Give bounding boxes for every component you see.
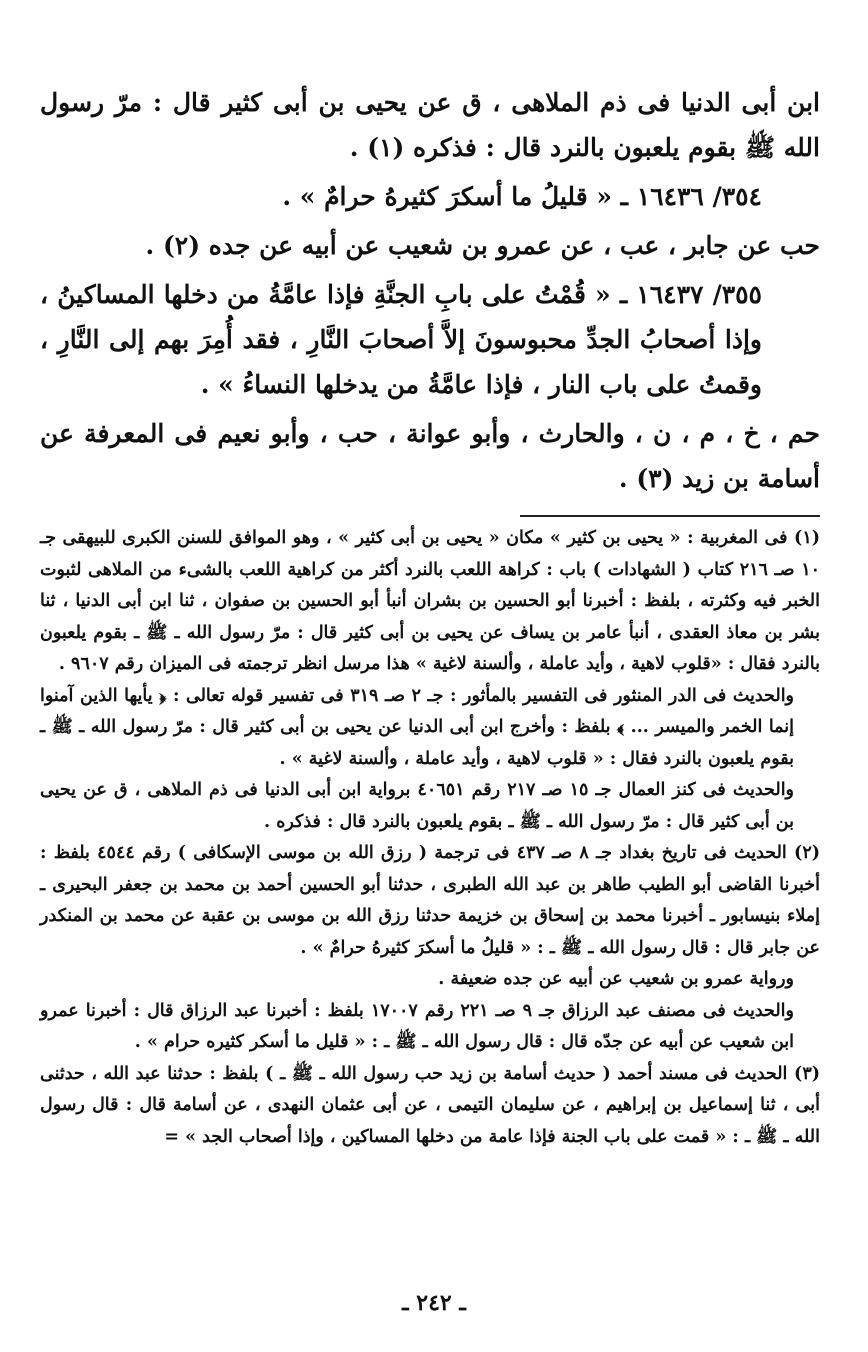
hadith-354: ٣٥٤/ ١٦٤٣٦ ـ « قليلُ ما أسكرَ كثيرهُ حرامٌ » . — [282, 182, 762, 211]
main-paragraph: ابن أبى الدنيا فى ذم الملاهى ، ق عن يحيى بن أبى كثير قال : مرّ رسول الله ﷺ بقوم يلعبون بالنرد قال : فذكره (١) . — [40, 88, 820, 162]
footnote-1-continued: والحديث فى الدر المنثور فى التفسير بالمأثور : جـ ٢ صـ ٣١٩ فى تفسير قوله تعالى : ﴿ يأيها الذين آمنوا إنما الخمر والميسر ... ﴾ بلفظ : وأخرج ابن أبى الدنيا عن يحيى بن أبى كثير قال : مرّ رسول الله ـ ﷺ ـ بقوم يلعبون بالنرد فقال : « قلوب لاهية ، وأيد عاملة ، وألسنة لاغية » . — [40, 685, 795, 769]
hadith-355-source: حم ، خ ، م ، ن ، والحارث ، وأبو عوانة ، حب ، وأبو نعيم فى المعرفة عن أسامة بن زيد (٣) . — [40, 419, 820, 493]
main-text — [40, 80, 820, 501]
footnotes — [40, 523, 820, 1153]
footnote-2-continued: ورواية عمرو بن شعيب عن أبيه عن جده ضعيفة . — [438, 969, 794, 989]
page-number: ـ ٢٤٢ ـ — [402, 1290, 466, 1316]
footnote-3: (٣) الحديث فى مسند أحمد ( حديث أسامة بن زيد حب رسول الله ـ ﷺ ـ ) بلفظ : حدثنا عبد الله ، حدثنى أبى ، ثنا إسماعيل بن إبراهيم ، عن سليمان التيمى ، عن أبى عثمان النهدى ، عن أسامة قال : قال رسول الله ـ ﷺ ـ : « قمت على باب الجنة فإذا عامة من دخلها المساكين ، وإذا أصحاب الجد » = — [40, 1063, 820, 1147]
hadith-354-source: حب عن جابر ، عب ، عن عمرو بن شعيب عن أبيه عن جده (٢) . — [145, 231, 820, 260]
footnote-separator — [520, 515, 820, 517]
hadith-355: ٣٥٥/ ١٦٤٣٧ ـ « قُمْتُ على بابِ الجنَّةِ فإذا عامَّةُ من دخلها المساكينُ ، وإذا أصحابُ الجدِّ محبوسونَ إلاَّ أصحابَ النَّارِ ، فقد أُمِرَ بهم إلى النَّارِ ، وقمتُ على باب النار ، فإذا عامَّةُ من يدخلها النساءُ » . — [40, 280, 762, 399]
footnote-2-continued: والحديث فى مصنف عبد الرزاق جـ ٩ صـ ٢٢١ رقم ١٧٠٠٧ بلفظ : أخبرنا عبد الرزاق قال : أخبرنا عمرو ابن شعيب عن أبيه عن جدّه قال : قال رسول الله ـ ﷺ ـ : « قليل ما أسكر كثيره حرام » . — [40, 1000, 794, 1052]
footnote-2: (٢) الحديث فى تاريخ بغداد جـ ٨ صـ ٤٣٧ فى ترجمة ( رزق الله بن موسى الإسكافى ) رقم ٤٥٤٤ بلفظ : أخبرنا القاضى أبو الطيب طاهر بن عبد الله الطبرى ، حدثنا أبو الحسين أحمد بن محمد بن جعفر البحيرى ـ إملاء بنيسابور ـ أخبرنا محمد بن إسحاق بن خزيمة حدثنا رزق الله بن موسى بن عقبة عن محمد بن المنكدر عن جابر قال : قال رسول الله ـ ﷺ ـ : « قليلُ ما أسكرَ كثيرهُ حرامٌ » . — [40, 843, 821, 958]
footnote-1-continued: والحديث فى كنز العمال جـ ١٥ صـ ٢١٧ رقم ٤٠٦٥١ برواية ابن أبى الدنيا فى ذم الملاهى ، ق عن يحيى بن أبى كثير قال : مرّ رسول الله ـ ﷺ ـ بقوم يلعبون بالنرد قال : فذكره . — [40, 780, 795, 832]
footnote-1: (١) فى المغربية : « يحيى بن كثير » مكان « يحيى بن أبى كثير » ، وهو الموافق للسنن الكبرى للبيهقى جـ ١٠ صـ ٢١٦ كتاب ( الشهادات ) باب : كراهة اللعب بالنرد أكثر من كراهية اللعب بالشىء من الملاهى لثبوت الخبر فيه وكثرته ، بلفظ : أخبرنا أبو الحسين بن بشران أنبأ أبو الحسين بن صفوان ، ثنا ابن أبى الدنيا ، ثنا بشر بن معاذ العقدى ، أنبأ عامر بن يساف عن يحيى بن أبى كثير قال : مرّ رسول الله ـ ﷺ ـ بقوم يلعبون بالنرد فقال : «قلوب لاهية ، وأيد عاملة ، وألسنة لاغية » هذا مرسل انظر ترجمته فى الميزان رقم ٩٦٠٧ . — [40, 528, 820, 674]
